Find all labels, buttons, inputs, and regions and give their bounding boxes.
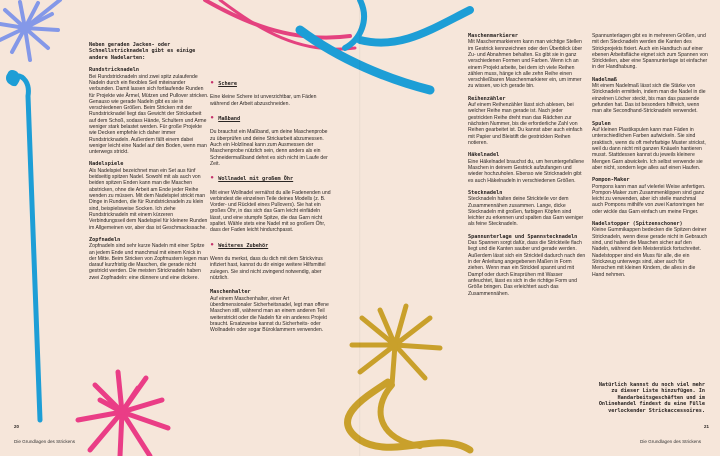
column-4 <box>592 33 708 284</box>
section-text: Pompons kann man auf vielerlei Weise anfertigen. Pompon-Maker zum Zusammenklippen sind ganz leicht zu verwenden, aber ich stelle manchmal auch Pompons mithilfe von zwei Kartonringen her oder wickle das Garn einfach um meine Finger. <box>592 183 706 215</box>
section-nadelspiele <box>89 161 209 230</box>
bullet-dot-icon: • <box>210 114 215 122</box>
section-heading: Zopfnadeln <box>89 236 121 243</box>
pink-flower-illustration <box>78 372 168 456</box>
section-rundstricknadeln <box>89 67 209 155</box>
tool-text: Eine kleine Schere ist unverzichtbar, um Fäden während der Arbeit abzuschneiden. <box>210 94 317 107</box>
tool-text: Mit einer Wollnadel vernähst du alle Fadenenden und verbindest die einzelnen Teile deines Modells (z. B. Vorder- und Rückteil eines Pullovers). Sie hat ein großes Öhr, in das sich das Garn leicht einfädeln lässt, und eine stumpfe Spitze, die das Garn nicht spaltet. Wähle stets eine Nadel mit so großem Öhr, dass der Faden leicht hindurchpasst. <box>210 189 331 234</box>
left-running-footer: Die Grundlagen des Strickens <box>14 439 76 444</box>
page-gutter <box>359 0 361 456</box>
bullet-dot-icon: • <box>210 79 215 87</box>
section-heading: Nadelmaß <box>592 76 617 83</box>
section-zopfnadeln <box>89 237 209 281</box>
left-page-number: 20 <box>14 424 19 429</box>
blue-flower-illustration <box>0 0 60 60</box>
tool-wollnadel <box>210 175 332 233</box>
section-heading: Rundstricknadeln <box>89 67 139 74</box>
section-text: Bei Rundstricknadeln sind zwei spitz zulaufende Nadeln durch ein flexibles Seil miteinander verbunden. Damit lassen sich fortlaufende Runden für Projekte wie Ärmel, Mützen und Pullover stricken. Genauso wie gerade Nadeln gibt es sie in verschiedenen Größen. Beim Stricken mit der Rundstricknadel liegt das Gewicht der Strickarbeit auf dem Schoß, sodass Hände, Schultern und Arme weniger stark belastet werden. Für große Projekte wie Decken empfehle ich daher immer Rundstricknadeln. Außerdem fällt einem dabei weniger leicht eine Nadel auf den Boden, wenn man unterwegs strickt. <box>89 73 209 156</box>
intro-text: Neben geraden Jacken- oder Schnellstricknadeln gibt es einige andere Nadelarten: <box>89 42 196 61</box>
section-text: Kleine Gummikappen bedecken die Spitzen deiner Stricknadeln, wenn diese gerade nicht in Gebrauch sind, und halten die Maschen sicher auf den Nadeln, während dein Meisterstück fortschreitet. Nadelstopper sind ein Muss für alle, die ein Strickzeug unterwegs sind, aber auch für Menschen mit kleinen Kindern, die alles in die Hand nehmen. <box>592 227 708 278</box>
tool-heading: Maßband <box>218 116 241 122</box>
section-text: Auf einem Reihenzähler lässt sich ablesen, bei welcher Reihe man gerade ist. Nach jeder gestrickten Reihe dreht man das Rädchen zur nächsten Nummer, bis die erforderliche Zahl von Reihen gearbeitet ist. Du kannst aber auch einfach mit Papier und Bleistift die gestrickten Reihen notieren. <box>468 102 583 146</box>
section-text: Zopfnadeln sind sehr kurze Nadeln mit einer Spitze an jedem Ende und manchmal mit einem Knick in der Mitte. Beim Stricken von Zopfmustern legen man darauf kurzfristig die Maschen, die gerade nicht gestrickt werden. Die meisten Stricknadeln haben zwei Zopfnadeln: eine dünnere und eine dickere. <box>89 243 208 281</box>
section-heading: Nadelstopper (Spitzenschoner) <box>592 221 683 228</box>
tool-weiteres-zubehoer <box>210 242 332 282</box>
tool-massband <box>210 115 332 167</box>
section-heading: Pompon-Maker <box>592 177 630 184</box>
lead-text: Spannunterlagen gibt es in mehreren Größen, und mit den Stecknadeln werden die Kanten des Strickprojekts fixiert. Auch ein Handtuch auf einer ebenen Arbeitsfläche eignet sich zum Spannen von Strickteilen, aber eine Spannunterlage ist einfacher in der Handhabung. <box>592 33 708 71</box>
bullet-dot-icon: • <box>210 240 215 249</box>
knitting-needle-left-illustration <box>6 70 40 420</box>
section-heading: Nadelspiele <box>89 161 124 168</box>
section-nadelmass <box>592 77 708 115</box>
mustard-flower-illustration <box>348 306 470 450</box>
section-haekelnadel <box>468 152 586 184</box>
tool-text: Du brauchst ein Maßband, um deine Maschenprobe zu überprüfen und deine Strickarbeit abzumessen. Auch ein Holzlineal kann zum Ausmessen der Maschenprobe nützlich sein, denn anders als ein Schneidermaßband dehnt es sich nicht im Laufe der Zeit. <box>210 129 328 167</box>
section-heading: Stecknadeln <box>468 189 503 196</box>
section-heading: Spulen <box>592 120 611 127</box>
section-spulen <box>592 121 708 171</box>
section-text: Mit einem Nadelmaß lässt sich die Stärke von Stricknadeln ermitteln, indem man die Nadel in die einzelnen Löcher steckt, bis man das passende gefunden hat. Das ist besonders hilfreich, wenn man alte Secondhand-Stricknadeln verwendet. <box>592 83 706 115</box>
column-2 <box>210 80 332 339</box>
section-heading: Reihenzähler <box>468 95 506 102</box>
section-text: Als Nadelspiel bezeichnet man ein Set aus fünf beidseitig spitzen Nadel. Sowohl mit als auch von beiden spitzen Enden kann man die Maschen abstricken, ohne die Arbeit am Ende jeder Reihe wenden zu müssen. Mit dem Nadelspiel strickt man Dinge in Runden, die für Rundstricknadeln zu klein sind, beispielsweise Socken. Ich ziehe Rundstricknadeln mit einem kürzeren Verbindungsseil dem Nadelspiel für kleinere Runden im Allgemeinen vor, aber das ist Geschmackssache. <box>89 167 208 231</box>
section-text: Stecknadeln halten deine Strickteile vor dem Zusammennähen zusammen. Lange, dicke Stecknadeln mit großen, farbigen Köpfen sind leichter zu erkennen und spalten das Garn weniger als feine Stecknadeln. <box>468 196 584 228</box>
section-pompon-maker <box>592 177 708 215</box>
section-text: Auf kleinen Plastikspulen kann man Fäden in unterschiedlichen Farben aufwickeln. Sie sind praktisch, wenn du oft mehrfarbige Muster strickst, weil du dann nicht mit ganzen Knäueln hantieren musst. Stattdessen kannst du jeweils kleinere Mengen Garn abwickeln. Ich selbst verwende sie aber nicht, sondern lege alles auf einen Haufen. <box>592 127 706 171</box>
section-heading: Maschenmarkierer <box>468 33 518 39</box>
section-text: Auf einem Maschenhalter, einer Art überdimensionaler Sicherheitsnadel, legt man offene Maschen still, während man an einem anderen Teil weiterstrickt oder die Nadeln für ein anderes Projekt braucht. Ersatzweise kannst du Sicherheits- oder Wollnadeln oder sogar Büroklammern verwenden. <box>210 295 329 334</box>
tool-schere <box>210 80 332 107</box>
knitting-needles-top-illustration <box>205 0 470 90</box>
tool-heading: Weiteres Zubehör <box>218 242 269 249</box>
section-text: Das Spannen sorgt dafür, dass die Strickteile flach liegt und die Kanten sauber und gerade werden. Außerdem lässt sich ein Strickteil dadurch nach den in der Anleitung angegebenen Maßen in Form ziehen. Wenn man ein Strickteil spannt und mit Dampf oder durch Einsprühen mit Wasser anfeuchtet, lässt es sich in die richtige Form und Größe bringen. Das erleichtert auch das Zusammennähen. <box>468 240 586 297</box>
section-nadelstopper <box>592 221 708 278</box>
section-text: Eine Häkelnadel brauchst du, um heruntergefallene Maschen in deinem Gestrick aufzufangen und wieder hochzuholen. Ebenso wie Stricknadeln gibt es auch Häkelnadeln in verschiedenen Größen. <box>468 158 585 184</box>
section-text: Mit Maschenmarkierern kann man wichtige Stellen im Gestrick kennzeichnen oder den Überblick über Zu- und Abnahmen behalten. Es gibt sie in ganz verschiedenen Formen und Farben. Wenn ich an einem Projekt arbeite, bei dem ich viele Reihen zählen muss, hänge ich alle zehn Reihe einen verschließbaren Maschenmarkierer ein, um immer zu wissen, wo ich gerade bin. <box>468 39 583 90</box>
bullet-dot-icon: • <box>210 174 215 183</box>
closing-note: Natürlich kannst du noch viel mehr zu dieser Liste hinzufügen. In Handarbeitsgeschäften und im Onlinehandel findest du eine Fülle verlockender Strickaccessoires. <box>598 382 705 414</box>
right-running-footer: Die Grundlagen des Strickens <box>640 439 702 444</box>
tool-text: Wenn du merkst, dass du dich mit dem Strickvirus infiziert hast, kannst du dir einige weitere Hilfsmittel zulegen. Sie sind nicht zwingend notwendig, aber nützlich. <box>210 256 326 281</box>
right-page-number: 21 <box>704 424 709 429</box>
section-heading: Spannunterlage und Spannstecknadeln <box>468 233 578 240</box>
tool-heading: Schere <box>218 81 237 87</box>
tool-heading: Wollnadel mit großem Öhr <box>218 176 294 183</box>
section-heading: Maschenhalter <box>210 289 251 296</box>
section-maschenmarkierer <box>468 33 586 90</box>
column-3 <box>468 33 586 303</box>
section-stecknadeln <box>468 190 586 228</box>
section-spannunterlage <box>468 234 586 297</box>
section-heading: Häkelnadel <box>468 152 500 159</box>
column-1 <box>89 42 209 287</box>
section-maschenhalter <box>210 289 332 333</box>
section-reihenzaehler <box>468 96 586 146</box>
